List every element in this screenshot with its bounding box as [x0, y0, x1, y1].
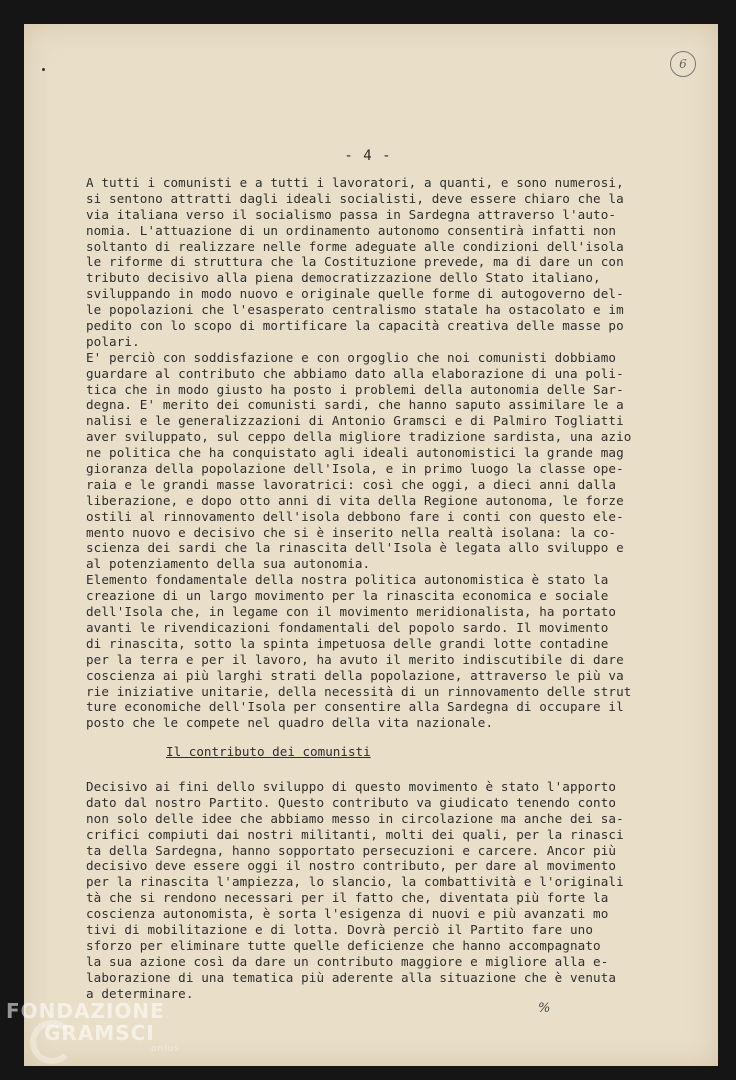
text-line: ture economiche dell'Isola per consentire alla Sardegna di occupare il: [86, 699, 624, 715]
text-line: mento nuovo e decisivo che si è inserito nella realtà isolana: la co-: [86, 524, 617, 540]
text-line: al potenziamento della sua autonomia.: [86, 556, 371, 572]
text-line: polari.: [86, 333, 140, 349]
text-line: E' perciò con soddisfazione e con orgoglio che noi comunisti dobbiamo: [86, 349, 617, 365]
ink-dot: [42, 68, 45, 71]
text-line: via italiana verso il socialismo passa in Sardegna attraverso l'auto-: [86, 206, 617, 222]
text-line: ne politica che ha conquistato agli ideali autonomistici la grande mag: [86, 445, 624, 461]
text-line: raia e le grandi masse lavoratrici: così che oggi, a dieci anni dalla: [86, 476, 617, 492]
text-line: scienza dei sardi che la rinascita dell'Isola è legata allo sviluppo e: [86, 540, 624, 556]
text-line: dato dal nostro Partito. Questo contributo va giudicato tenendo conto: [86, 794, 617, 810]
paragraph-main-body: [86, 175, 631, 731]
watermark-line1: FONDAZIONE: [6, 999, 165, 1023]
text-line: A tutti i comunisti e a tutti i lavoratori, a quanti, e sono numerosi,: [86, 175, 624, 190]
text-line: posto che le compete nel quadro della vita nazionale.: [86, 715, 494, 731]
text-line: tivi di mobilitazione e di lotta. Dovrà perciò il Partito fare uno: [86, 922, 594, 938]
text-line: ostili al rinnovamento dell'isola debbono fare i conti con questo ele-: [86, 508, 624, 524]
text-line: gioranza della popolazione dell'Isola, e in primo luogo la classe ope-: [86, 461, 624, 477]
text-line: di rinascita, sotto la spinta impetuosa delle grandi lotte contadine: [86, 635, 609, 651]
text-line: le riforme di struttura che la Costituzione prevede, ma di dare un con: [86, 254, 624, 270]
text-line: aver sviluppato, sul ceppo della migliore tradizione sardista, una azio: [86, 429, 632, 445]
text-line: rie iniziative unitarie, della necessità di un rinnovamento delle strut: [86, 683, 632, 699]
text-line: pedito con lo scopo di mortificare la capacità creativa delle masse po: [86, 318, 624, 334]
text-line: degna. E' merito dei comunisti sardi, che hanno saputo assimilare le a: [86, 397, 624, 413]
text-line: Elemento fondamentale della nostra politica autonomistica è stato la: [86, 572, 609, 588]
watermark: [6, 1000, 180, 1054]
text-line: guardare al contributo che abbiamo dato alla elaborazione di una poli-: [86, 365, 624, 381]
text-line: crifici compiuti dai nostri militanti, molti dei quali, per la rinasci: [86, 826, 624, 842]
text-line: le popolazioni che l'esasperato centralismo statale ha ostacolato e im: [86, 302, 624, 318]
text-line: per la terra e per il lavoro, ha avuto il merito indiscutibile di dare: [86, 651, 624, 667]
handwritten-mark: %: [538, 1001, 551, 1016]
text-line: non solo delle idee che abbiamo messo in circolazione ma anche dei sa-: [86, 810, 624, 826]
text-line: nomia. L'attuazione di un ordinamento autonomo consentirà infatti non: [86, 222, 617, 238]
page-number: - 4 -: [344, 148, 392, 164]
text-line: tributo decisivo alla piena democratizzazione dello Stato italiano,: [86, 270, 601, 286]
text-line: avanti le rivendicazioni fondamentali del popolo sardo. Il movimento: [86, 619, 609, 635]
section-heading: Il contributo dei comunisti: [166, 744, 371, 759]
text-line: creazione di un largo movimento per la rinascita economica e sociale: [86, 588, 609, 604]
watermark-line2: GRAMSCI: [44, 1021, 155, 1045]
watermark-line3: onlus: [151, 1044, 181, 1054]
text-line: liberazione, e dopo otto anni di vita della Regione autonoma, le forze: [86, 492, 624, 508]
text-line: laborazione di una tematica più aderente alla situazione che è venuta: [86, 969, 617, 985]
text-line: sforzo per eliminare tutte quelle deficienze che hanno accompagnato: [86, 937, 601, 953]
text-line: soltanto di realizzare nelle forme adeguate alle condizioni dell'isola: [86, 238, 624, 254]
paragraph-contributo: [86, 779, 624, 1001]
text-line: ta della Sardegna, hanno sopportato persecuzioni e carcere. Ancor più: [86, 842, 617, 858]
text-line: coscienza autonomista, è sorta l'esigenza di nuovi e più avanzati mo: [86, 906, 609, 922]
page-number-stamp: 6: [670, 51, 696, 77]
text-line: sviluppando in modo nuovo e originale quelle forme di autogoverno del-: [86, 286, 624, 302]
text-line: a determinare.: [86, 985, 194, 1001]
text-line: tica che in modo giusto ha posto i problemi della autonomia delle Sar-: [86, 381, 624, 397]
text-line: la sua azione così da dare un contributo maggiore e migliore alla e-: [86, 953, 609, 969]
text-line: decisivo deve essere oggi il nostro contributo, per dare al movimento: [86, 858, 617, 874]
text-line: coscienza ai più larghi strati della popolazione, attraverso le più va: [86, 667, 624, 683]
text-line: dell'Isola che, in legame con il movimento meridionalista, ha portato: [86, 604, 617, 620]
text-line: tà che si rendono necessari per il fatto che, diventata più forte la: [86, 890, 609, 906]
text-line: per la rinascita l'ampiezza, lo slancio, la combattività e l'originali: [86, 874, 624, 890]
text-line: si sentono attratti dagli ideali socialisti, deve essere chiaro che la: [86, 190, 624, 206]
text-line: Decisivo ai fini dello sviluppo di questo movimento è stato l'apporto: [86, 779, 617, 794]
text-line: nalisi e le generalizzazioni di Antonio Gramsci e di Palmiro Togliatti: [86, 413, 624, 429]
